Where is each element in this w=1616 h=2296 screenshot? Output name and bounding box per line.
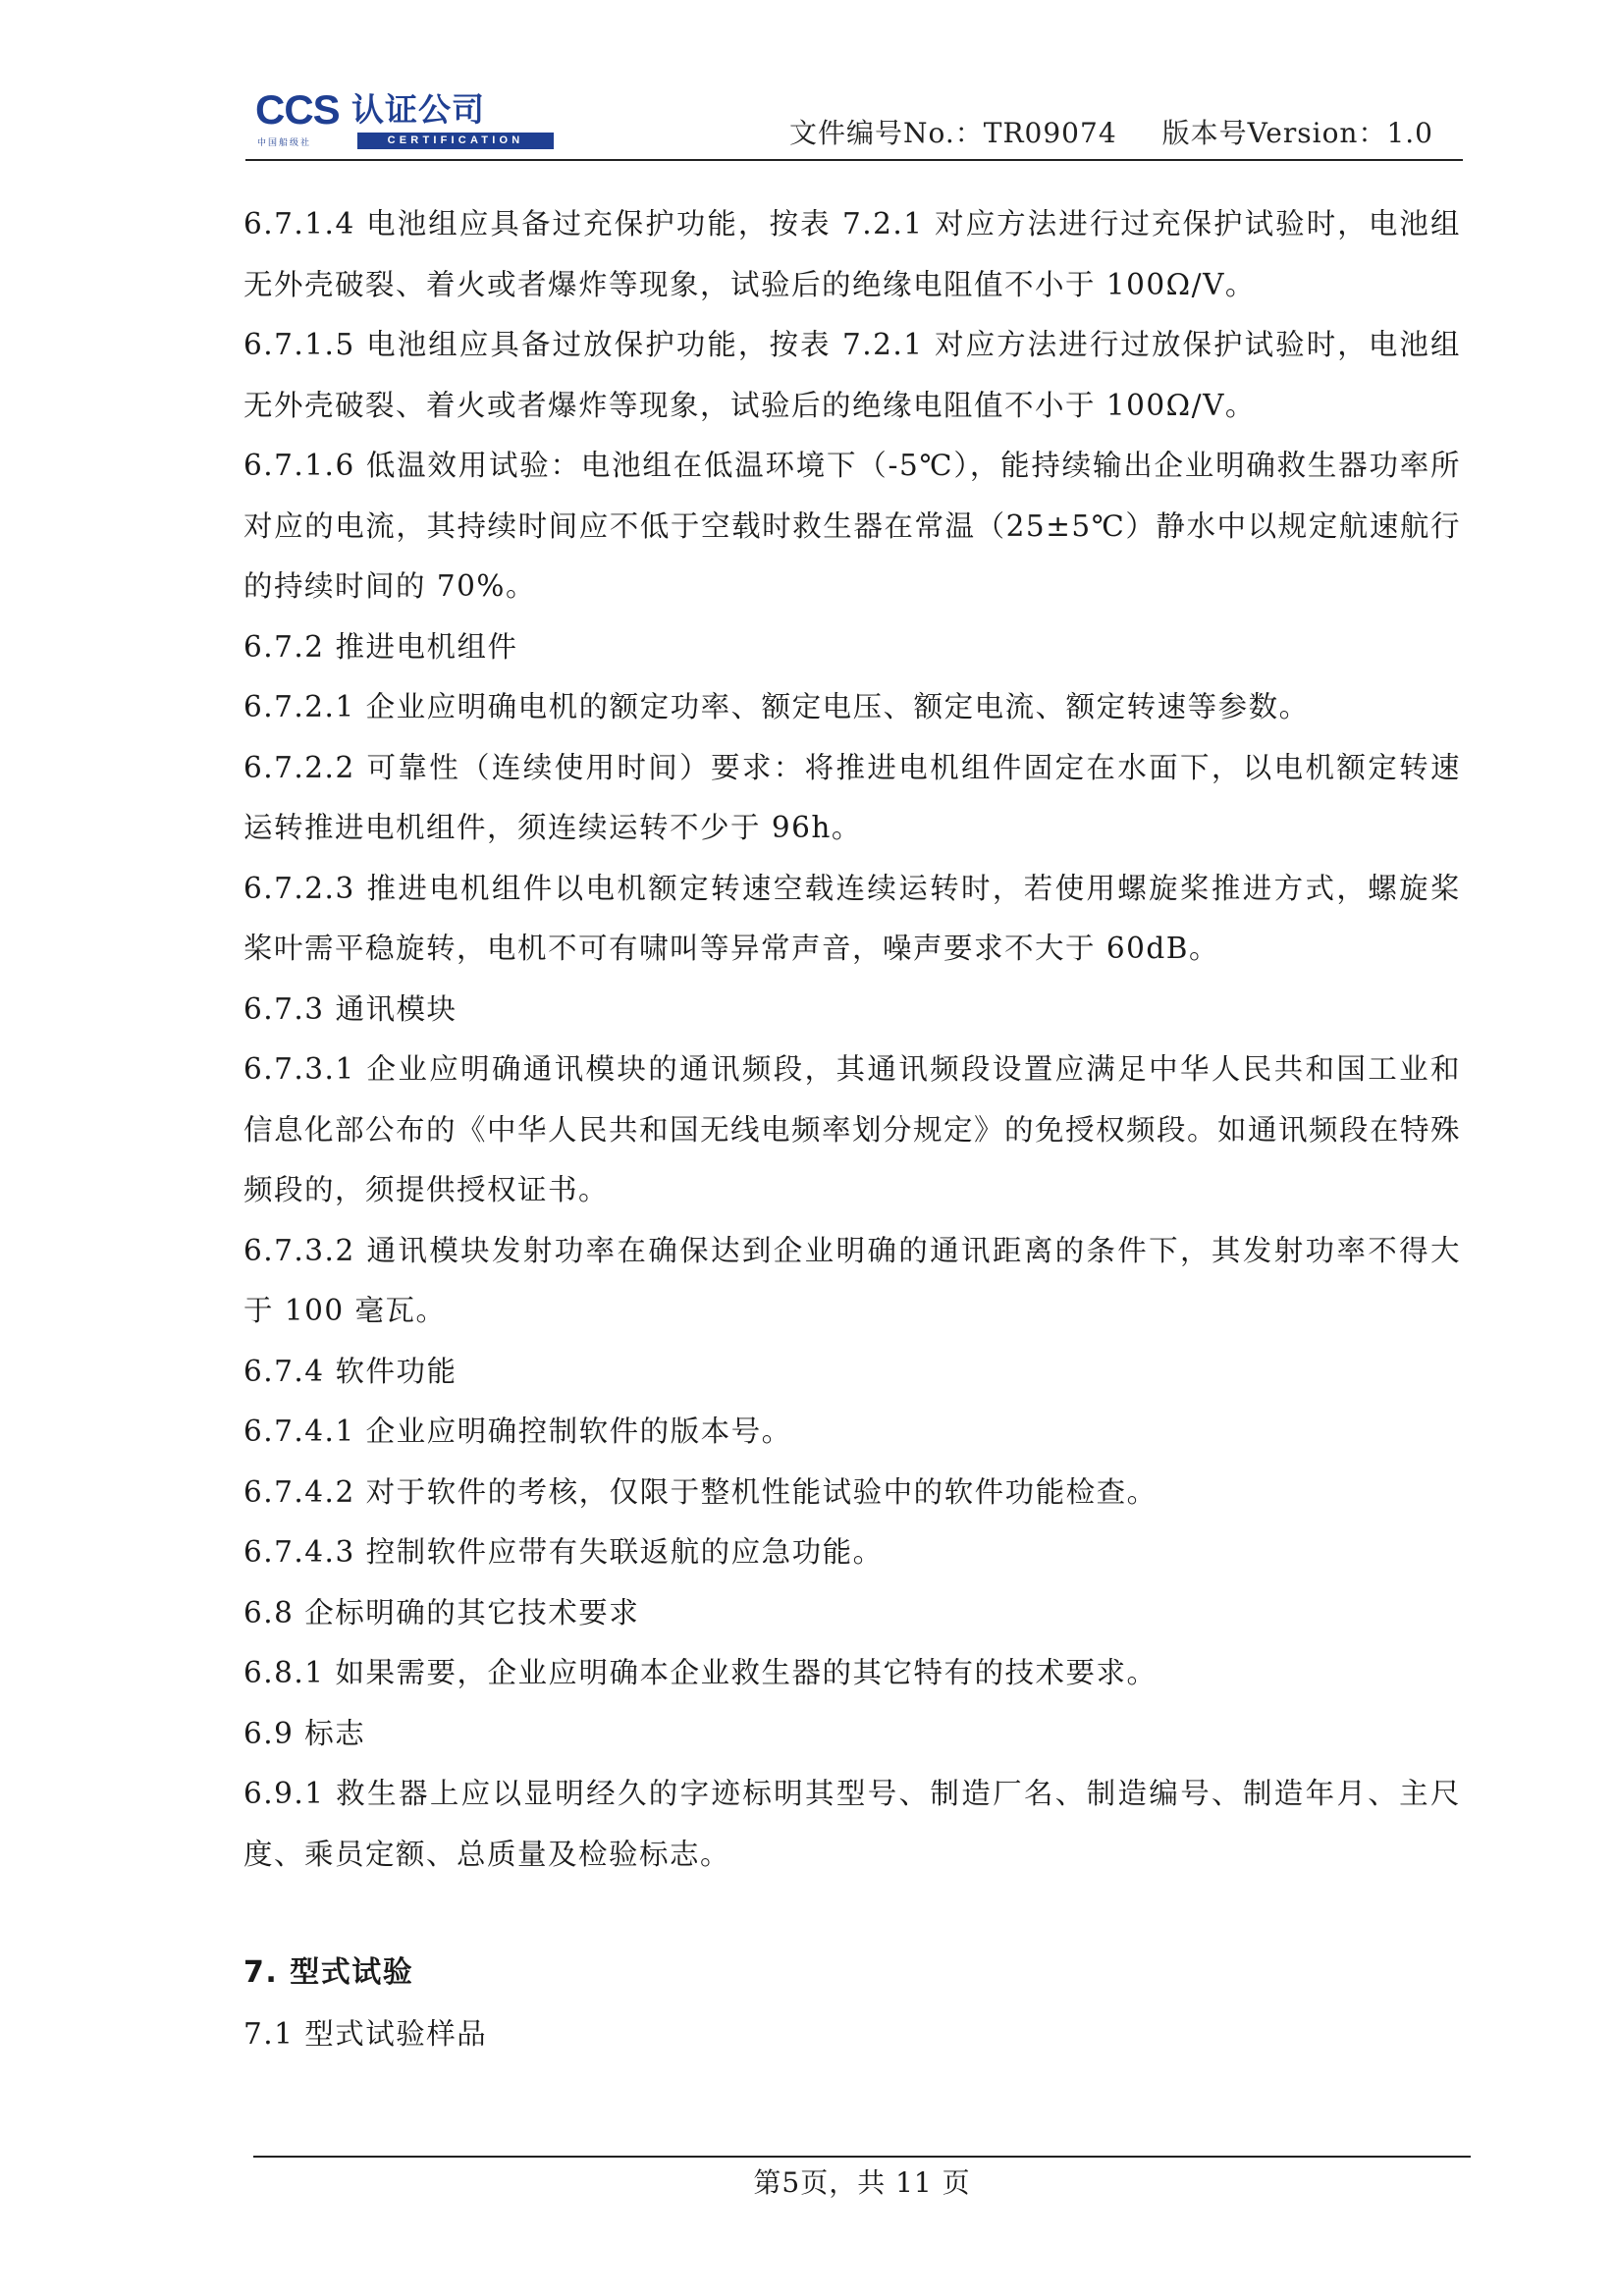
ccs-certification-logo (255, 86, 560, 155)
header-divider (245, 159, 1463, 161)
page-number: 第5页，共 11 页 (753, 2166, 971, 2199)
heading-6-7-2: 6.7.2 推进电机组件 (243, 629, 518, 664)
logo-ccs-text: CCS (255, 86, 340, 133)
paragraph-6-7-2-2: 6.7.2.2 可靠性（连续使用时间）要求：将推进电机组件固定在水面下，以电机额定转速运转推进电机组件，须连续运转不少于 96h。 (243, 750, 1461, 844)
document-version: 版本号Version：1.0 (1161, 117, 1433, 149)
paragraph-6-7-1-4: 6.7.1.4 电池组应具备过充保护功能，按表 7.2.1 对应方法进行过充保护试验时，电池组无外壳破裂、着火或者爆炸等现象，试验后的绝缘电阻值不小于 100Ω/V。 (243, 207, 1461, 301)
logo-sub-cn-text: 中国船级社 (257, 138, 312, 148)
section-spacer (243, 1885, 1461, 1942)
paragraph-6-7-4-3: 6.7.4.3 控制软件应带有失联返航的应急功能。 (243, 1535, 884, 1569)
heading-6-7-3: 6.7.3 通讯模块 (243, 991, 458, 1026)
heading-7-1: 7.1 型式试验样品 (243, 2017, 488, 2051)
footer-divider (253, 2156, 1471, 2158)
document-number: 文件编号No.：TR09074 (789, 117, 1117, 149)
paragraph-6-7-1-5: 6.7.1.5 电池组应具备过放保护功能，按表 7.2.1 对应方法进行过放保护试验时，电池组无外壳破裂、着火或者爆炸等现象，试验后的绝缘电阻值不小于 100Ω/V。 (243, 328, 1461, 422)
paragraph-6-7-2-1: 6.7.2.1 企业应明确电机的额定功率、额定电压、额定电流、额定转速等参数。 (243, 690, 1310, 723)
page-header (245, 79, 1463, 159)
heading-6-9: 6.9 标志 (243, 1716, 366, 1750)
paragraph-6-7-3-1: 6.7.3.1 企业应明确通讯模块的通讯频段，其通讯频段设置应满足中华人民共和国工业和信息化部公布的《中华人民共和国无线电频率划分规定》的免授权频段。如通讯频段在特殊频段的，须提供授权证书。 (243, 1052, 1462, 1206)
paragraph-6-7-4-1: 6.7.4.1 企业应明确控制软件的版本号。 (243, 1415, 792, 1448)
page-body (243, 194, 1461, 2065)
paragraph-6-7-1-6: 6.7.1.6 低温效用试验：电池组在低温环境下（-5℃），能持续输出企业明确救生器功率所对应的电流，其持续时间应不低于空载时救生器在常温（25±5℃）静水中以规定航速航行的持续时间的 70%。 (243, 449, 1461, 603)
paragraph-6-7-3-2: 6.7.3.2 通讯模块发射功率在确保达到企业明确的通讯距离的条件下，其发射功率不得大于 100 毫瓦。 (243, 1233, 1461, 1327)
paragraph-6-9-1: 6.9.1 救生器上应以显明经久的字迹标明其型号、制造厂名、制造编号、制造年月、主尺度、乘员定额、总质量及检验标志。 (243, 1777, 1461, 1871)
heading-6-7-4: 6.7.4 软件功能 (243, 1354, 458, 1388)
logo-certification-bar: CERTIFICATION (357, 133, 554, 149)
paragraph-6-8-1: 6.8.1 如果需要，企业应明确本企业救生器的其它特有的技术要求。 (243, 1656, 1158, 1689)
logo-cn-text: 认证公司 (351, 90, 485, 129)
document-meta (789, 112, 1433, 151)
paragraph-6-7-4-2: 6.7.4.2 对于软件的考核，仅限于整机性能试验中的软件功能检查。 (243, 1474, 1158, 1509)
heading-7: 7. 型式试验 (243, 1955, 414, 1990)
heading-6-8: 6.8 企标明确的其它技术要求 (243, 1595, 640, 1629)
paragraph-6-7-2-3: 6.7.2.3 推进电机组件以电机额定转速空载连续运转时，若使用螺旋桨推进方式，螺旋桨桨叶需平稳旋转，电机不可有啸叫等异常声音，噪声要求不大于 60dB。 (243, 871, 1461, 965)
